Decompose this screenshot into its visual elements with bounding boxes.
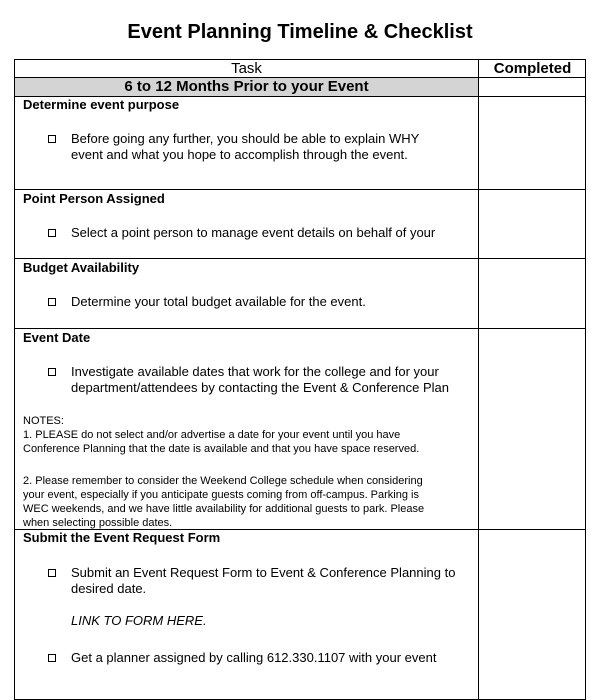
column-divider xyxy=(478,60,479,700)
page-title: Event Planning Timeline & Checklist xyxy=(127,21,473,43)
notes-text: your event, especially if you anticipate guests coming from off-campus. Parking is xyxy=(23,489,419,501)
task-text: desired date. xyxy=(71,581,147,596)
checkbox-icon xyxy=(48,298,56,306)
row-heading-point-person: Point Person Assigned xyxy=(23,191,165,206)
notes-text: 2. Please remember to consider the Weekend College schedule when considering xyxy=(23,475,423,487)
task-text: Submit an Event Request Form to Event & Conference Planning to xyxy=(71,565,456,580)
checkbox-icon xyxy=(48,135,56,143)
row-heading-request-form: Submit the Event Request Form xyxy=(23,530,221,545)
row-heading-purpose: Determine event purpose xyxy=(23,97,180,112)
row-heading-budget: Budget Availability xyxy=(23,260,140,275)
task-text: department/attendees by contacting the Event & Conference Plan xyxy=(71,380,449,395)
notes-text: WEC weekends, and we have little availability for additional guests to park. Please xyxy=(23,503,425,515)
form-link[interactable]: LINK TO FORM HERE. xyxy=(71,613,207,628)
notes-text: when selecting possible dates. xyxy=(23,517,173,529)
header-task: Task xyxy=(231,60,262,77)
checklist-table xyxy=(14,59,586,700)
row-divider xyxy=(15,258,586,259)
task-text: Select a point person to manage event details on behalf of your xyxy=(71,225,436,240)
task-text: Get a planner assigned by calling 612.330.1107 with your event xyxy=(71,650,437,665)
row-divider xyxy=(15,328,586,329)
checkbox-icon xyxy=(48,569,56,577)
task-text: Determine your total budget available for the event. xyxy=(71,294,366,309)
header-completed: Completed xyxy=(493,60,572,77)
row-divider xyxy=(15,189,586,190)
checkbox-icon xyxy=(48,654,56,662)
section-completed-cell xyxy=(479,78,586,96)
task-text: Before going any further, you should be able to explain WHY xyxy=(71,131,420,146)
notes-text: 1. PLEASE do not select and/or advertise a date for your event until you have xyxy=(23,429,401,441)
task-text: Investigate available dates that work for the college and for your xyxy=(71,364,439,379)
notes-text: Conference Planning that the date is available and that you have space reserved. xyxy=(23,443,420,455)
task-text: event and what you hope to accomplish through the event. xyxy=(71,147,408,162)
section-heading: 6 to 12 Months Prior to your Event xyxy=(15,78,478,96)
checkbox-icon xyxy=(48,368,56,376)
notes-label: NOTES: xyxy=(23,415,64,427)
checkbox-icon xyxy=(48,229,56,237)
row-heading-event-date: Event Date xyxy=(23,330,91,345)
